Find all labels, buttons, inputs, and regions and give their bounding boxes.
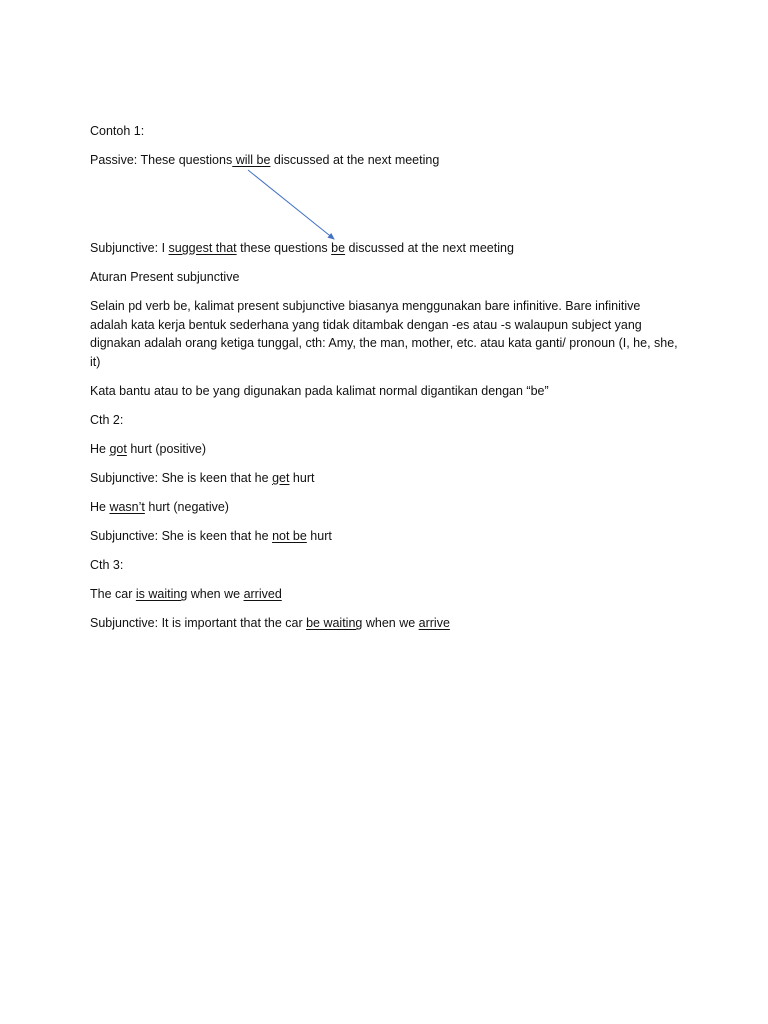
subj1-be: be bbox=[331, 241, 346, 255]
he-got-suffix: hurt (positive) bbox=[126, 442, 207, 456]
example-1-heading: Contoh 1: bbox=[90, 124, 145, 138]
subjunctive-car-sentence bbox=[90, 614, 450, 632]
rule-heading: Aturan Present subjunctive bbox=[90, 270, 240, 284]
subj1-prefix: Subjunctive: I bbox=[90, 241, 169, 255]
passive-will-be: will be bbox=[232, 153, 271, 167]
car-middle: when we bbox=[187, 587, 244, 601]
subj1-middle: these questions bbox=[236, 241, 332, 255]
negative-sentence bbox=[90, 498, 229, 516]
passive-sentence bbox=[90, 151, 439, 169]
subj-get-prefix: Subjunctive: She is keen that he bbox=[90, 471, 273, 485]
subj-car-be-waiting: be waiting bbox=[306, 616, 363, 630]
car-sentence bbox=[90, 585, 282, 603]
he-got-verb: got bbox=[109, 442, 127, 456]
subj-car-prefix: Subjunctive: It is important that the car bbox=[90, 616, 307, 630]
subj-get-verb: get bbox=[272, 471, 290, 485]
subj-car-arrive: arrive bbox=[418, 616, 450, 630]
subj-notbe-prefix: Subjunctive: She is keen that he bbox=[90, 529, 273, 543]
rule-paragraph: Selain pd verb be, kalimat present subjunctive biasanya menggunakan bare infinitive. Bare infinitive adalah kata kerja bentuk sederhana yang tidak ditambak dengan -es atau -s walaupun subject yang dignakan adalah orang ketiga tunggal, cth: Amy, the man, mother, etc. atau kata ganti/ pronoun (I, he, she, it) bbox=[90, 299, 678, 369]
he-got-prefix: He bbox=[90, 442, 110, 456]
car-prefix: The car bbox=[90, 587, 136, 601]
subjunctive-sentence-1 bbox=[90, 239, 514, 257]
example-2-heading: Cth 2: bbox=[90, 413, 124, 427]
subj-car-middle: when we bbox=[362, 616, 419, 630]
subjunctive-negative bbox=[90, 527, 332, 545]
positive-sentence bbox=[90, 440, 206, 458]
subj-get-suffix: hurt bbox=[289, 471, 315, 485]
auxiliary-note: Kata bantu atau to be yang digunakan pada kalimat normal digantikan dengan “be” bbox=[90, 384, 549, 398]
he-wasnt-prefix: He bbox=[90, 500, 110, 514]
subj-notbe-suffix: hurt bbox=[306, 529, 332, 543]
example-3-heading: Cth 3: bbox=[90, 558, 124, 572]
subj1-suffix: discussed at the next meeting bbox=[345, 241, 514, 255]
subjunctive-positive bbox=[90, 469, 314, 487]
subj-notbe-verb: not be bbox=[272, 529, 307, 543]
he-wasnt-suffix: hurt (negative) bbox=[144, 500, 229, 514]
passive-suffix: discussed at the next meeting bbox=[270, 153, 440, 167]
passive-prefix: Passive: These questions bbox=[90, 153, 233, 167]
subj1-suggest-that: suggest that bbox=[168, 241, 237, 255]
car-is-waiting: is waiting bbox=[135, 587, 188, 601]
he-wasnt-verb: wasn’t bbox=[109, 500, 145, 514]
car-arrived: arrived bbox=[243, 587, 282, 601]
